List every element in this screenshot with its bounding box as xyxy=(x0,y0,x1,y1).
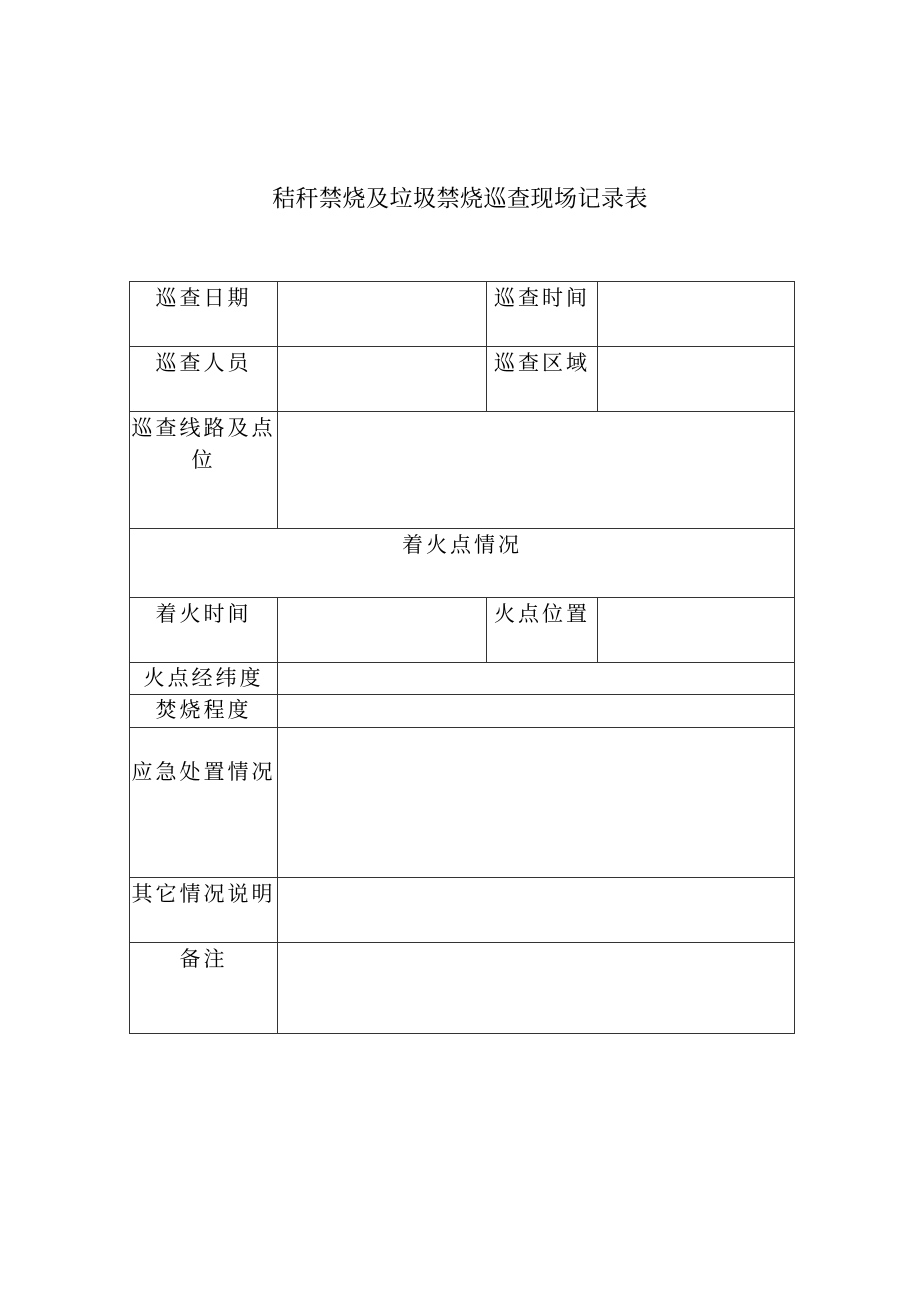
fire-section-title: 着火点情况 xyxy=(130,529,795,598)
patrol-route-field[interactable] xyxy=(278,412,795,529)
row-patrol-person xyxy=(130,347,795,412)
patrol-time-label: 巡查时间 xyxy=(487,282,598,347)
emergency-field[interactable] xyxy=(278,728,795,878)
patrol-route-label: 巡查线路及点位 xyxy=(130,412,278,529)
other-field[interactable] xyxy=(278,878,795,943)
patrol-person-field[interactable] xyxy=(278,347,487,412)
fire-coordinates-field[interactable] xyxy=(278,663,795,695)
patrol-date-label: 巡查日期 xyxy=(130,282,278,347)
page-title: 秸秆禁烧及垃圾禁烧巡查现场记录表 xyxy=(272,186,648,212)
row-remarks xyxy=(130,943,795,1034)
fire-coordinates-label: 火点经纬度 xyxy=(130,663,278,695)
row-burn-degree xyxy=(130,695,795,728)
patrol-area-label: 巡查区域 xyxy=(487,347,598,412)
patrol-record-table xyxy=(129,281,795,1034)
row-patrol-route xyxy=(130,412,795,529)
fire-time-field[interactable] xyxy=(278,598,487,663)
burn-degree-label: 焚烧程度 xyxy=(130,695,278,728)
emergency-label: 应急处置情况 xyxy=(130,728,278,878)
row-fire-coordinates xyxy=(130,663,795,695)
row-other xyxy=(130,878,795,943)
fire-location-label: 火点位置 xyxy=(487,598,598,663)
patrol-person-label: 巡查人员 xyxy=(130,347,278,412)
patrol-time-field[interactable] xyxy=(598,282,795,347)
remarks-label: 备注 xyxy=(130,943,278,1034)
row-fire-time xyxy=(130,598,795,663)
patrol-area-field[interactable] xyxy=(598,347,795,412)
remarks-field[interactable] xyxy=(278,943,795,1034)
row-patrol-date xyxy=(130,282,795,347)
fire-time-label: 着火时间 xyxy=(130,598,278,663)
row-emergency xyxy=(130,728,795,878)
patrol-date-field[interactable] xyxy=(278,282,487,347)
other-label: 其它情况说明 xyxy=(130,878,278,943)
fire-location-field[interactable] xyxy=(598,598,795,663)
row-fire-section xyxy=(130,529,795,598)
burn-degree-field[interactable] xyxy=(278,695,795,728)
